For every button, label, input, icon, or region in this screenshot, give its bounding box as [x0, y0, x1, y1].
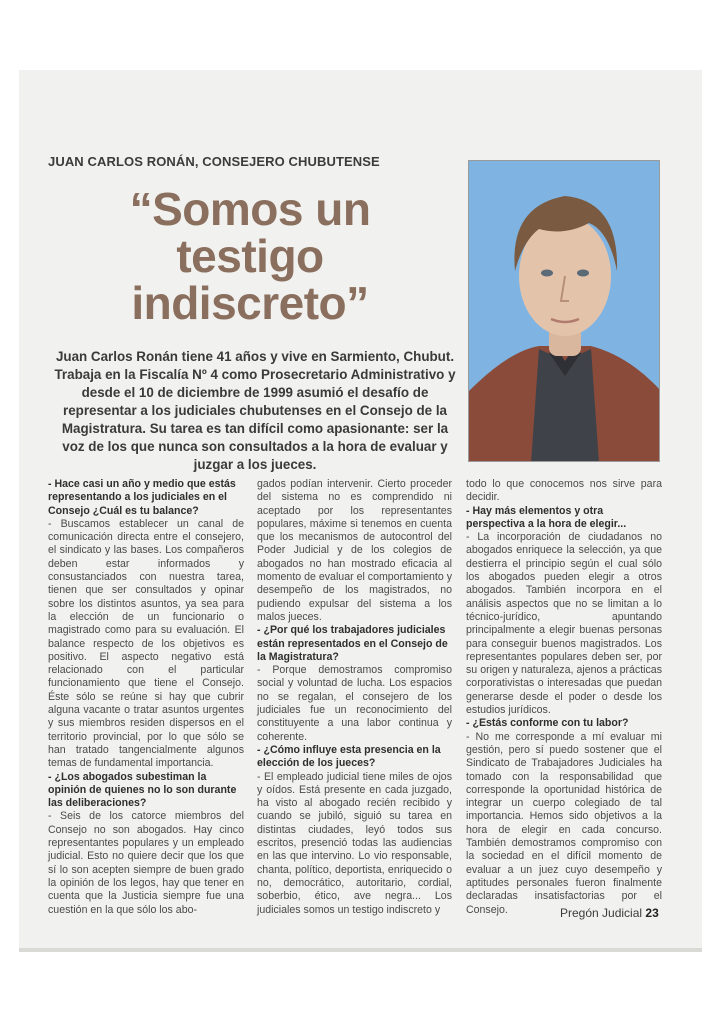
headline-line-1: “Somos un — [129, 183, 371, 235]
intro-paragraph: Juan Carlos Ronán tiene 41 años y vive en Sarmiento, Chubut. Trabaja en la Fiscalía Nº 4 como Prosecretario Administrativo y desde el 10 de diciembre de 1999 asumió el desafío de representar a los judiciales chubutenses en el Consejo de la Magistratura. Su tarea es tan difícil como apasionante: ser la voz de los que nunca son consultados a la hora de evaluar y juzgar a los jueces. — [54, 349, 456, 472]
headline — [110, 183, 390, 329]
answer: gados podían intervenir. Cierto proceder del sistema no es comprendido ni aceptado por los representantes populares, máxime si tenemos en cuenta que los mecanismos de autocontrol del Poder Judicial y de los colegios de abogados no han mostrado eficacia al momento de evaluar el comportamiento y desempeño de los magistrados, no pudiendo expulsar del sistema a los malos jueces. — [257, 478, 452, 623]
kicker: JUAN CARLOS RONÁN, CONSEJERO CHUBUTENSE — [48, 154, 380, 169]
answer: - La incorporación de ciudadanos no abogados enriquece la selección, ya que destierra el principio según el cual sólo los abogados pueden elegir a otros abogados. También incorpora en el análisis aspectos que no se limitan a lo técnico-jurídico, apuntando principalmente a elegir buenas personas para conseguir buenos magistrados. Los representantes populares deben ser, por su origen y naturaleza, ajenos a prácticas corporativistas o interesadas que puedan generarse desde el poder o desde los estudios jurídicos. — [466, 531, 662, 717]
headline-line-2: testigo — [176, 230, 324, 282]
question: - Hace casi un año y medio que estás representando a los judiciales en el Consejo ¿Cuál es tu balance? — [48, 478, 236, 517]
question: - Hay más elementos y otra perspectiva a la hora de elegir... — [466, 504, 627, 530]
answer: - No me corresponde a mí evaluar mi gestión, pero sí puedo sostener que el Sindicato de Trabajadores Judiciales ha tomado con la responsabilidad que corresponde la oportunidad histórica de integrar un cuerpo colegiado de tal importancia. Hemos sido objetivos a la hora de elegir en cada concurso. También demostramos compromiso con la sociedad en el difícil momento de evaluar a un juez cuyo desempeño y aptitudes personales fueron finalmente declaradas insatisfactorias por el Consejo. — [466, 730, 662, 916]
article-column-1 — [48, 478, 244, 917]
answer: - Buscamos establecer un canal de comunicación directa entre el consejero, el sindicato y las bases. Los compañeros deben estar informados y consustanciados con nuestra tarea, tienen que ser consultados y opinar sobre los distintos asuntos, ya sea para la elección de un funcionario o magistrado como para su evaluación. El balance respecto de los objetivos es positivo. El aspecto negativo está relacionado con el particular funcionamiento que tiene el Consejo. Éste sólo se reúne si hay que cubrir alguna vacante o tratar asuntos urgentes y sus miembros residen dispersos en el territorio provincial, por lo que sólo se han tratado tangencialmente algunos temas de fundamental importancia. — [48, 517, 244, 770]
headline-line-3: indiscreto” — [131, 277, 369, 329]
portrait-illustration — [469, 161, 660, 462]
article-column-3 — [466, 478, 662, 917]
publication-name: Pregón Judicial — [560, 906, 643, 920]
answer: - Seis de los catorce miembros del Consejo no son abogados. Hay cinco representantes populares y un empleado judicial. Esto no quiere decir que los que sí lo son acepten siempre de buen grado la opinión de los legos, hay que tener en cuenta que la Justicia siempre fue una cuestión en la que sólo los abo- — [48, 810, 244, 916]
page-number: 23 — [645, 906, 659, 920]
answer: - Porque demostramos compromiso social y voluntad de lucha. Los espacios no se regalan, el consejero de los judiciales fue un reconocimiento del constituyente a una labor continua y coherente. — [257, 664, 452, 743]
question: - ¿Por qué los trabajadores judiciales están representados en el Consejo de la Magistratura? — [257, 624, 448, 663]
question: - ¿Cómo influye esta presencia en la elección de los jueces? — [257, 743, 441, 770]
answer: - El empleado judicial tiene miles de ojos y oídos. Está presente en cada juzgado, ha visto al abogado recién recibido y cuando se jubiló, siguió su tarea en distintas ciudades, leyó todos sus escritos, presenció todas las audiencias en las que intervino. Lo vio responsable, chanta, político, deportista, enriquecido o no, democrático, autoritario, cordial, soberbio, ético, ave negra... Los judiciales somos un testigo indiscreto y — [257, 770, 452, 916]
portrait-photo — [468, 160, 660, 462]
question: - ¿Los abogados subestiman la opinión de quienes no lo son durante las deliberaciones? — [48, 770, 237, 810]
answer: todo lo que conocemos nos sirve para decidir. — [466, 478, 662, 504]
question: - ¿Estás conforme con tu labor? — [466, 717, 629, 730]
page-footer — [560, 906, 659, 920]
article-column-2 — [257, 478, 452, 917]
page-edge — [19, 948, 702, 952]
